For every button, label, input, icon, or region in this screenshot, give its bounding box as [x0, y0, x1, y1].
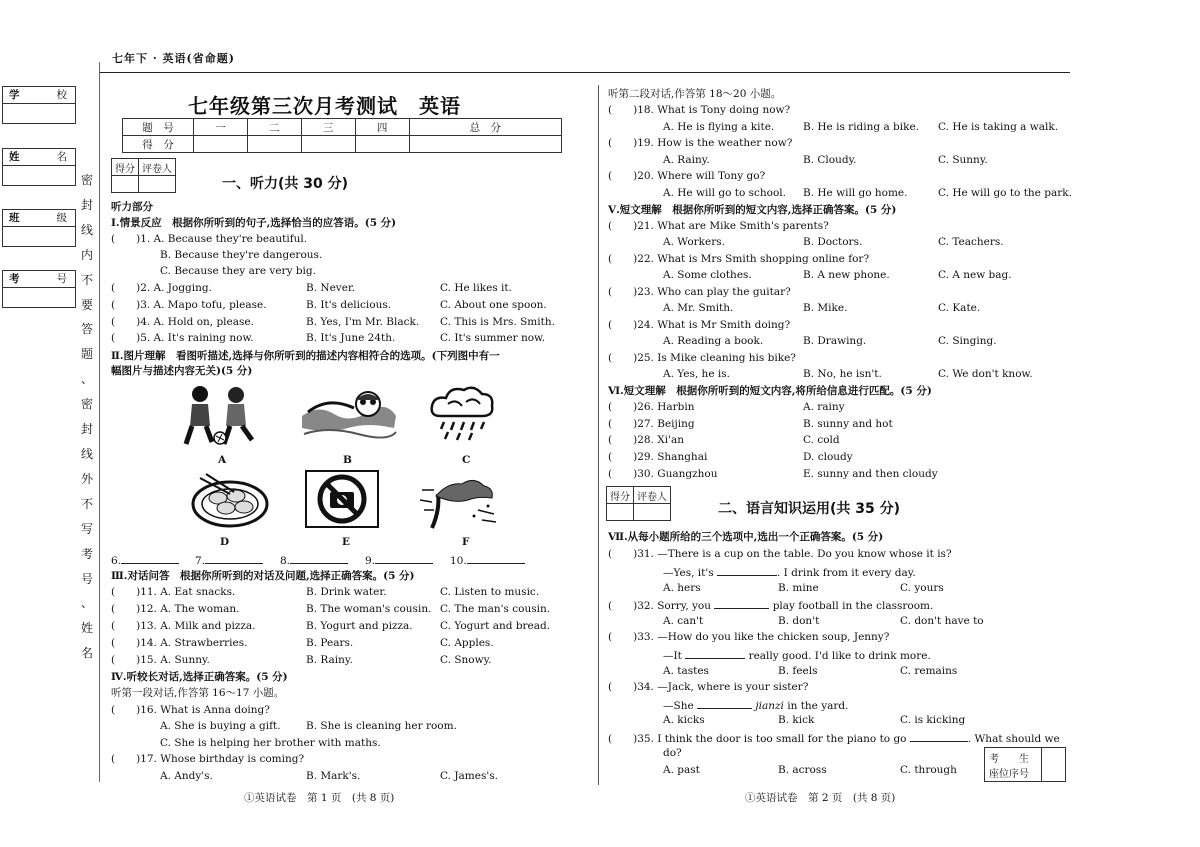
q32-option-b: B. don't [778, 615, 820, 627]
seal-character: 内 [80, 247, 93, 262]
windy-tree-picture [418, 470, 498, 530]
score-cell[interactable] [301, 136, 355, 153]
q34-jianzi-word: jianzi [755, 700, 784, 712]
q15-option-c: C. Snowy. [440, 654, 492, 666]
q24-stem: ( )24. What is Mr Smith doing? [608, 319, 791, 331]
seal-character: 封 [80, 422, 93, 437]
q5-option-c: C. It's summer now. [440, 332, 546, 344]
q3-option-c: C. About one spoon. [440, 299, 547, 311]
q11-option-a: ( )11. A. Eat snacks. [111, 586, 236, 598]
score-table [122, 118, 562, 153]
q11-option-b: B. Drink water. [306, 586, 387, 598]
q17-option-b: B. Mark's. [306, 770, 361, 782]
grader-label: 评卷人 [139, 159, 176, 176]
exam-number-label-2: 号 [56, 273, 67, 285]
seal-character: 线 [80, 222, 93, 237]
seal-line-notice [80, 168, 94, 666]
section-1-title: 一、听力(共 30 分) [222, 176, 349, 192]
seal-character: 密 [80, 397, 93, 412]
q13-option-c: C. Yogurt and bread. [440, 620, 551, 632]
q20-option-b: B. He will go home. [803, 187, 908, 199]
q14-option-b: B. Pears. [306, 637, 354, 649]
q20-option-a: A. He will go to school. [663, 187, 786, 199]
part2-heading-1: Ⅱ.图片理解 看图听描述,选择与你所听到的描述内容相符合的选项。(下列图中有一 [111, 350, 500, 362]
school-label-1: 学 [9, 89, 20, 101]
score-cell[interactable] [409, 136, 561, 153]
score-label-cell: 得 分 [123, 136, 194, 153]
q35-blank[interactable] [910, 731, 968, 742]
seat-label-1: 考 生 [989, 754, 1029, 765]
blank-number-6: 6. [111, 555, 122, 567]
part5-heading: Ⅴ.短文理解 根据你所听到的短文内容,选择正确答案。(5 分) [608, 204, 897, 216]
part4-heading: Ⅳ.听较长对话,选择正确答案。(5 分) [111, 671, 288, 683]
blank-number-7: 7. [195, 555, 206, 567]
q16-option-c: C. She is helping her brother with maths. [160, 737, 381, 749]
q4-option-a: ( )4. A. Hold on, please. [111, 316, 254, 328]
q24-option-b: B. Drawing. [803, 335, 867, 347]
q22-option-b: B. A new phone. [803, 269, 890, 281]
q31-response-end: . I drink from it every day. [777, 567, 916, 579]
q21-option-a: A. Workers. [663, 236, 726, 248]
q22-option-a: A. Some clothes. [663, 269, 752, 281]
q35-option-a: A. past [663, 764, 700, 776]
q12-option-b: B. The woman's cousin. [306, 603, 432, 615]
q18-option-b: B. He is riding a bike. [803, 121, 920, 133]
q34-response-start: —She [663, 700, 694, 712]
q27-weather: B. sunny and hot [803, 418, 893, 430]
q5-option-b: B. It's June 24th. [306, 332, 396, 344]
column-divider [598, 85, 599, 785]
q19-option-c: C. Sunny. [938, 154, 988, 166]
score-header-cell: 二 [247, 119, 301, 136]
seal-character: 写 [80, 521, 93, 536]
picture-label-d: D [220, 536, 230, 548]
q35-option-c: C. through [900, 764, 957, 776]
q33-option-b: B. feels [778, 665, 818, 677]
q27-city: ( )27. Beijing [608, 418, 695, 430]
q31-option-c: C. yours [900, 582, 944, 594]
q25-option-c: C. We don't know. [938, 368, 1033, 380]
q14-option-a: ( )14. A. Strawberries. [111, 637, 248, 649]
seal-character: 考 [80, 546, 93, 561]
q24-option-a: A. Reading a book. [663, 335, 764, 347]
q31-response-start: —Yes, it's [663, 567, 714, 579]
q13-option-b: B. Yogurt and pizza. [306, 620, 413, 632]
q34-response-end: in the yard. [787, 700, 849, 712]
answer-blank-7[interactable] [195, 553, 263, 568]
q34-blank[interactable] [697, 698, 752, 709]
q22-stem: ( )22. What is Mrs Smith shopping online for? [608, 253, 870, 265]
binding-line [99, 62, 100, 782]
q32-blank[interactable] [714, 598, 769, 609]
q16-option-b: B. She is cleaning her room. [306, 720, 457, 732]
q11-option-c: C. Listen to music. [440, 586, 540, 598]
seal-character: 答 [80, 322, 93, 337]
grader-cell[interactable] [139, 176, 176, 193]
q17-option-a: A. Andy's. [160, 770, 213, 782]
no-photos-sign-picture [305, 470, 379, 528]
name-label-2: 名 [56, 151, 67, 163]
q34-option-a: A. kicks [663, 714, 705, 726]
answer-blank-8[interactable] [280, 553, 348, 568]
score-header-cell: 一 [194, 119, 248, 136]
q35-option-b: B. across [778, 764, 827, 776]
name-label-1: 姓 [9, 151, 20, 163]
q24-option-c: C. Singing. [938, 335, 997, 347]
class-label-2: 级 [56, 212, 67, 224]
q23-stem: ( )23. Who can play the guitar? [608, 286, 791, 298]
q21-option-c: C. Teachers. [938, 236, 1004, 248]
score-header-cell: 四 [355, 119, 409, 136]
exam-number-field[interactable] [2, 270, 76, 308]
q22-option-c: C. A new bag. [938, 269, 1012, 281]
q16-option-a: A. She is buying a gift. [160, 720, 281, 732]
seal-character: 姓 [80, 621, 93, 636]
q4-option-c: C. This is Mrs. Smith. [440, 316, 555, 328]
q18-option-c: C. He is taking a walk. [938, 121, 1059, 133]
q2-option-c: C. He likes it. [440, 282, 512, 294]
seal-character: 、 [80, 372, 93, 387]
q14-option-c: C. Apples. [440, 637, 494, 649]
q31-response [663, 565, 916, 580]
q18-option-a: A. He is flying a kite. [663, 121, 775, 133]
q2-option-b: B. Never. [306, 282, 356, 294]
rain-cloud-picture [428, 382, 498, 444]
q35-stem-continued: do? [663, 747, 682, 759]
seat-divider [1041, 748, 1042, 781]
exam-number-label-1: 考 [9, 273, 20, 285]
q33-option-a: A. tastes [663, 665, 709, 677]
seal-character: 封 [80, 197, 93, 212]
q29-weather: D. cloudy [803, 451, 853, 463]
q29-city: ( )29. Shanghai [608, 451, 708, 463]
blank-number-10: 10. [450, 555, 467, 567]
q30-weather: E. sunny and then cloudy [803, 468, 938, 480]
q35-stem-end: . What should we [967, 733, 1060, 745]
class-label-1: 班 [9, 212, 20, 224]
seal-character: 号 [80, 571, 93, 586]
q18-stem: ( )18. What is Tony doing now? [608, 104, 791, 116]
q15-option-a: ( )15. A. Sunny. [111, 654, 210, 666]
part1-heading: Ⅰ.情景反应 根据你所听到的句子,选择恰当的应答语。(5 分) [111, 217, 397, 229]
picture-label-b: B [343, 454, 352, 466]
seal-character: 不 [80, 496, 93, 511]
grader-score-label: 得分 [607, 487, 634, 504]
part2-heading-2: 幅图片与描述内容无关)(5 分) [111, 365, 253, 377]
q1-option-a: ( )1. A. Because they're beautiful. [111, 233, 308, 245]
q31-option-b: B. mine [778, 582, 819, 594]
footer-page-1: ①英语试卷 第 1 页 (共 8 页) [244, 792, 395, 804]
header-rule [100, 72, 1070, 73]
q34-response [663, 698, 849, 713]
score-cell[interactable] [247, 136, 301, 153]
q23-option-b: B. Mike. [803, 302, 848, 314]
q34-stem: ( )34. —Jack, where is your sister? [608, 681, 809, 693]
grader-box-2 [606, 486, 671, 521]
class-field[interactable] [2, 209, 76, 247]
q21-stem: ( )21. What are Mike Smith's parents? [608, 220, 829, 232]
q5-option-a: ( )5. A. It's raining now. [111, 332, 254, 344]
q20-stem: ( )20. Where will Tony go? [608, 170, 766, 182]
picture-label-e: E [342, 536, 351, 548]
answer-blank-6[interactable] [111, 553, 179, 568]
name-field[interactable] [2, 148, 76, 186]
q26-city: ( )26. Harbin [608, 401, 695, 413]
blank-number-8: 8. [280, 555, 291, 567]
grader-cell[interactable] [634, 504, 671, 521]
grader-score-label: 得分 [112, 159, 139, 176]
q2-option-a: ( )2. A. Jogging. [111, 282, 212, 294]
q32-stem [608, 598, 933, 613]
q28-weather: C. cold [803, 434, 840, 446]
seal-character: 、 [80, 596, 93, 611]
child-swimming-picture [298, 382, 398, 446]
section-2-title: 二、语言知识运用(共 35 分) [718, 501, 901, 517]
q4-option-b: B. Yes, I'm Mr. Black. [306, 316, 420, 328]
q26-weather: A. rainy [803, 401, 845, 413]
school-label-2: 校 [56, 89, 67, 101]
q32-option-c: C. don't have to [900, 615, 984, 627]
listening-part-label: 听力部分 [111, 201, 153, 213]
q30-city: ( )30. Guangzhou [608, 468, 718, 480]
score-cell[interactable] [194, 136, 248, 153]
q1-option-c: C. Because they are very big. [160, 265, 316, 277]
q28-city: ( )28. Xi'an [608, 434, 684, 446]
q33-option-c: C. remains [900, 665, 958, 677]
seal-character: 题 [80, 347, 93, 362]
q32-stem-start: ( )32. Sorry, you [608, 600, 712, 612]
seal-character: 名 [80, 646, 93, 661]
blank-number-9: 9. [365, 555, 376, 567]
seal-character: 不 [80, 272, 93, 287]
q33-stem: ( )33. —How do you like the chicken soup, Jenny? [608, 631, 890, 643]
picture-label-a: A [218, 454, 227, 466]
q16-stem: ( )16. What is Anna doing? [111, 704, 270, 716]
q17-option-c: C. James's. [440, 770, 498, 782]
picture-label-f: F [462, 536, 470, 548]
q15-option-b: B. Rainy. [306, 654, 353, 666]
seat-number-box[interactable] [984, 747, 1066, 782]
q3-option-b: B. It's delicious. [306, 299, 392, 311]
seal-character: 要 [80, 297, 93, 312]
q23-option-c: C. Kate. [938, 302, 981, 314]
answer-blank-9[interactable] [365, 553, 433, 568]
part4-dialogue1-instructions: 听第一段对话,作答第 16～17 小题。 [111, 687, 285, 699]
q35-stem-start: ( )35. I think the door is too small for the piano to go [608, 733, 907, 745]
q12-option-c: C. The man's cousin. [440, 603, 551, 615]
q19-option-b: B. Cloudy. [803, 154, 857, 166]
q35-stem [608, 731, 1060, 746]
seal-character: 密 [80, 173, 93, 187]
score-header-cell: 总 分 [409, 119, 561, 136]
part3-heading: Ⅲ.对话问答 根据你所听到的对话及问题,选择正确答案。(5 分) [111, 570, 415, 582]
q19-stem: ( )19. How is the weather now? [608, 137, 793, 149]
q34-option-b: B. kick [778, 714, 815, 726]
seal-character: 外 [80, 471, 93, 486]
seat-label-2: 座位序号 [989, 769, 1029, 780]
score-cell[interactable] [355, 136, 409, 153]
q13-option-a: ( )13. A. Milk and pizza. [111, 620, 256, 632]
part4-dialogue2-instructions: 听第二段对话,作答第 18～20 小题。 [608, 88, 782, 100]
q17-stem: ( )17. Whose birthday is coming? [111, 753, 305, 765]
q33-response [663, 648, 931, 663]
score-header-cell: 题 号 [123, 119, 194, 136]
q32-option-a: A. can't [663, 615, 704, 627]
q31-option-a: A. hers [663, 582, 701, 594]
part7-heading: Ⅶ.从每小题所给的三个选项中,选出一个正确答案。(5 分) [608, 531, 884, 543]
running-header: 七年下 · 英语(省命题) [112, 52, 235, 65]
grader-label: 评卷人 [634, 487, 671, 504]
q34-option-c: C. is kicking [900, 714, 966, 726]
kids-playing-football-picture [178, 382, 268, 448]
picture-label-c: C [462, 454, 471, 466]
dumplings-plate-picture [190, 470, 270, 530]
q1-option-b: B. Because they're dangerous. [160, 249, 323, 261]
q33-blank[interactable] [685, 648, 745, 659]
q21-option-b: B. Doctors. [803, 236, 863, 248]
q25-option-b: B. No, he isn't. [803, 368, 882, 380]
grader-score-cell[interactable] [112, 176, 139, 193]
q32-stem-end: play football in the classroom. [772, 600, 934, 612]
answer-blank-10[interactable] [450, 553, 525, 568]
grader-score-cell[interactable] [607, 504, 634, 521]
q25-option-a: A. Yes, he is. [663, 368, 730, 380]
q19-option-a: A. Rainy. [663, 154, 710, 166]
q20-option-c: C. He will go to the park. [938, 187, 1072, 199]
q3-option-a: ( )3. A. Mapo tofu, please. [111, 299, 267, 311]
q12-option-a: ( )12. A. The woman. [111, 603, 240, 615]
seal-character: 线 [80, 446, 93, 461]
grader-box-1 [111, 158, 176, 193]
q25-stem: ( )25. Is Mike cleaning his bike? [608, 352, 796, 364]
school-field[interactable] [2, 86, 76, 124]
q31-blank[interactable] [717, 565, 777, 576]
q33-response-start: —It [663, 650, 682, 662]
part6-heading: Ⅵ.短文理解 根据你所听到的短文内容,将所给信息进行匹配。(5 分) [608, 385, 932, 397]
score-header-cell: 三 [301, 119, 355, 136]
q33-response-end: really good. I'd like to drink more. [748, 650, 931, 662]
footer-page-2: ①英语试卷 第 2 页 (共 8 页) [745, 792, 896, 804]
q31-stem: ( )31. —There is a cup on the table. Do you know whose it is? [608, 548, 952, 560]
q23-option-a: A. Mr. Smith. [663, 302, 734, 314]
page-title: 七年级第三次月考测试 英语 [188, 94, 461, 118]
